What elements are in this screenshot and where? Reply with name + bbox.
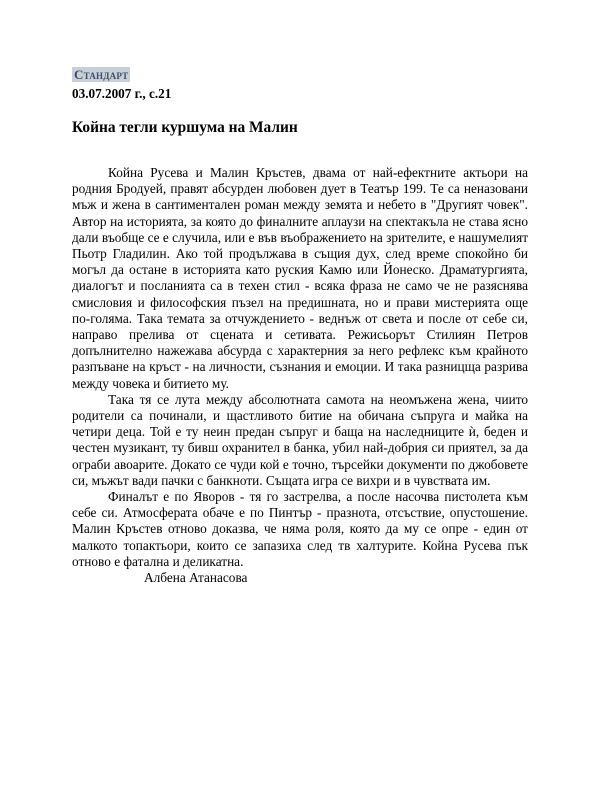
article-page	[72, 66, 528, 586]
article-paragraph: Финалът е по Яворов - тя го застрелва, а после насочва пистолета към себе си. Атмосферата обаче е по Пинтър - празнота, отсъствие, опустошение. Малин Кръстев отново доказва, че няма роля, която да му се опре - един от малкото топактьори, които се запазиха след тв халтурите. Койна Русева пък отново е фатална и деликатна.	[72, 489, 528, 569]
article-author: Албена Атанасова	[144, 570, 248, 586]
article-title: Койна тегли куршума на Малин	[72, 119, 298, 136]
publication-header	[72, 66, 528, 101]
article-body	[72, 165, 528, 586]
article-paragraph: Койна Русева и Малин Кръстев, двама от най-ефектните актьори на родния Бродуей, правят абсурден любовен дует в Театър 199. Те са неназовани мъж и жена в сантиментален роман между земята и небето в "Другият човек". Автор на историята, за която до финалните аплаузи на спектакъла не става ясно дали въобще се е случила, или е във въображението на зрителите, е нашумелият Пьотр Гладилин. Ако той продължава в същия дух, след време спокойно би могъл да остане в историята като руския Камю или Йонеско. Драматургията, диалогът и посланията са в техен стил - всяка фраза не само че не разяснява смисловия и философския пъзел на предишната, но и прави мистерията още по-голяма. Така темата за отчуждението - веднъж от света и после от себе си, направо прелива от сцената и сетивата. Режисьорът Стилиян Петров допълнително нажежава абсурда с характерния за него рефлекс към крайното разпъване на кръст - на личности, съзнания и емоции. И така разницща разрива между човека и битието му.	[72, 165, 528, 391]
newspaper-logo: Стандарт	[74, 67, 129, 82]
article-paragraph: Така тя се лута между абсолютната самота на неомъжена жена, чиито родители са починали, и щастливото битие на обичана съпруга и майка на четири деца. Той е ту неин предан съпруг и баща на наследниците ѝ, беден и честен музикант, ту бивш охранител в банка, убил най-добрия си приятел, за да ограби авоарите. Докато се чуди кой е точно, търсейки документи по джобовете си, мъжът вади пачки с банкноти. Същата игра се вихри и в чувствата им.	[72, 391, 528, 488]
publication-date-page: 03.07.2007 г., с.21	[72, 86, 172, 101]
